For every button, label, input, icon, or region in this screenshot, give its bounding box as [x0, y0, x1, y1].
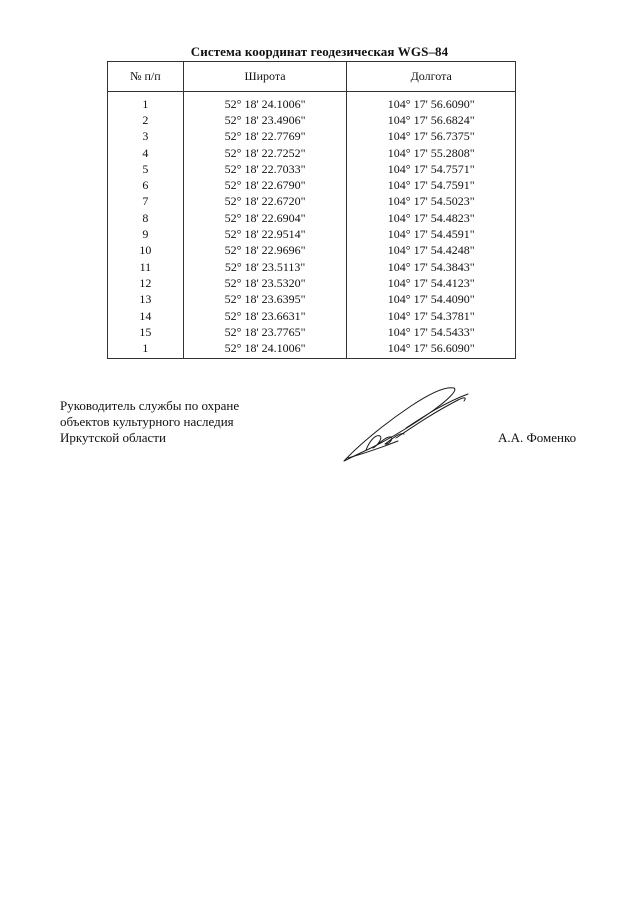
- table-row: [108, 308, 516, 324]
- table-row: [108, 340, 516, 358]
- cell-longitude: 104° 17' 55.2808": [347, 145, 516, 161]
- cell-latitude: 52° 18' 23.5113": [183, 259, 347, 275]
- cell-longitude: 104° 17' 54.4248": [347, 243, 516, 259]
- cell-latitude: 52° 18' 23.6395": [183, 292, 347, 308]
- cell-longitude: 104° 17' 56.7375": [347, 129, 516, 145]
- table-row: [108, 161, 516, 177]
- coordinates-table: [107, 61, 516, 359]
- table-row: [108, 275, 516, 291]
- cell-latitude: 52° 18' 22.7252": [183, 145, 347, 161]
- table-row: [108, 210, 516, 226]
- cell-number: 13: [108, 292, 184, 308]
- cell-longitude: 104° 17' 54.3843": [347, 259, 516, 275]
- table-row: [108, 324, 516, 340]
- signature-stroke: [344, 388, 455, 461]
- cell-longitude: 104° 17' 54.7571": [347, 161, 516, 177]
- cell-number: 7: [108, 194, 184, 210]
- cell-latitude: 52° 18' 23.5320": [183, 275, 347, 291]
- cell-longitude: 104° 17' 54.7591": [347, 177, 516, 193]
- table-row: [108, 292, 516, 308]
- cell-number: 9: [108, 226, 184, 242]
- cell-latitude: 52° 18' 22.6904": [183, 210, 347, 226]
- header-number: № п/п: [108, 62, 184, 92]
- cell-latitude: 52° 18' 22.9514": [183, 226, 347, 242]
- cell-longitude: 104° 17' 56.6090": [347, 340, 516, 358]
- cell-number: 2: [108, 112, 184, 128]
- table-row: [108, 112, 516, 128]
- signatory-position-line: объектов культурного наследия: [60, 414, 234, 429]
- table-row: [108, 243, 516, 259]
- handwritten-signature: [336, 378, 476, 468]
- cell-longitude: 104° 17' 54.4591": [347, 226, 516, 242]
- cell-number: 6: [108, 177, 184, 193]
- cell-longitude: 104° 17' 54.5433": [347, 324, 516, 340]
- cell-longitude: 104° 17' 54.5023": [347, 194, 516, 210]
- table-row: [108, 129, 516, 145]
- cell-number: 11: [108, 259, 184, 275]
- cell-latitude: 52° 18' 22.7033": [183, 161, 347, 177]
- signatory-position-line: Руководитель службы по охране: [60, 398, 240, 413]
- cell-longitude: 104° 17' 54.3781": [347, 308, 516, 324]
- cell-latitude: 52° 18' 24.1006": [183, 92, 347, 113]
- cell-number: 1: [108, 340, 184, 358]
- cell-number: 10: [108, 243, 184, 259]
- table-row: [108, 226, 516, 242]
- table-row: [108, 177, 516, 193]
- table-body: [108, 92, 516, 359]
- table-row: [108, 145, 516, 161]
- header-longitude: Долгота: [347, 62, 516, 92]
- cell-latitude: 52° 18' 24.1006": [183, 340, 347, 358]
- cell-number: 5: [108, 161, 184, 177]
- signature-stroke: [396, 398, 465, 438]
- cell-number: 14: [108, 308, 184, 324]
- cell-number: 12: [108, 275, 184, 291]
- cell-number: 1: [108, 92, 184, 113]
- cell-latitude: 52° 18' 22.7769": [183, 129, 347, 145]
- signatory-name: А.А. Фоменко: [498, 430, 577, 445]
- cell-latitude: 52° 18' 23.7765": [183, 324, 347, 340]
- table-row: [108, 259, 516, 275]
- signatory-position: [60, 398, 239, 446]
- cell-number: 4: [108, 145, 184, 161]
- document-title: Система координат геодезическая WGS–84: [190, 44, 449, 59]
- cell-longitude: 104° 17' 56.6824": [347, 112, 516, 128]
- cell-latitude: 52° 18' 22.6790": [183, 177, 347, 193]
- table-row: [108, 194, 516, 210]
- cell-latitude: 52° 18' 23.4906": [183, 112, 347, 128]
- cell-latitude: 52° 18' 22.6720": [183, 194, 347, 210]
- table-row: [108, 92, 516, 113]
- table-header-row: [108, 62, 516, 92]
- cell-number: 3: [108, 129, 184, 145]
- cell-number: 8: [108, 210, 184, 226]
- cell-latitude: 52° 18' 23.6631": [183, 308, 347, 324]
- signatory-position-line: Иркутской области: [60, 430, 166, 445]
- cell-longitude: 104° 17' 54.4823": [347, 210, 516, 226]
- cell-latitude: 52° 18' 22.9696": [183, 243, 347, 259]
- cell-number: 15: [108, 324, 184, 340]
- header-latitude: Широта: [183, 62, 347, 92]
- cell-longitude: 104° 17' 54.4123": [347, 275, 516, 291]
- cell-longitude: 104° 17' 56.6090": [347, 92, 516, 113]
- cell-longitude: 104° 17' 54.4090": [347, 292, 516, 308]
